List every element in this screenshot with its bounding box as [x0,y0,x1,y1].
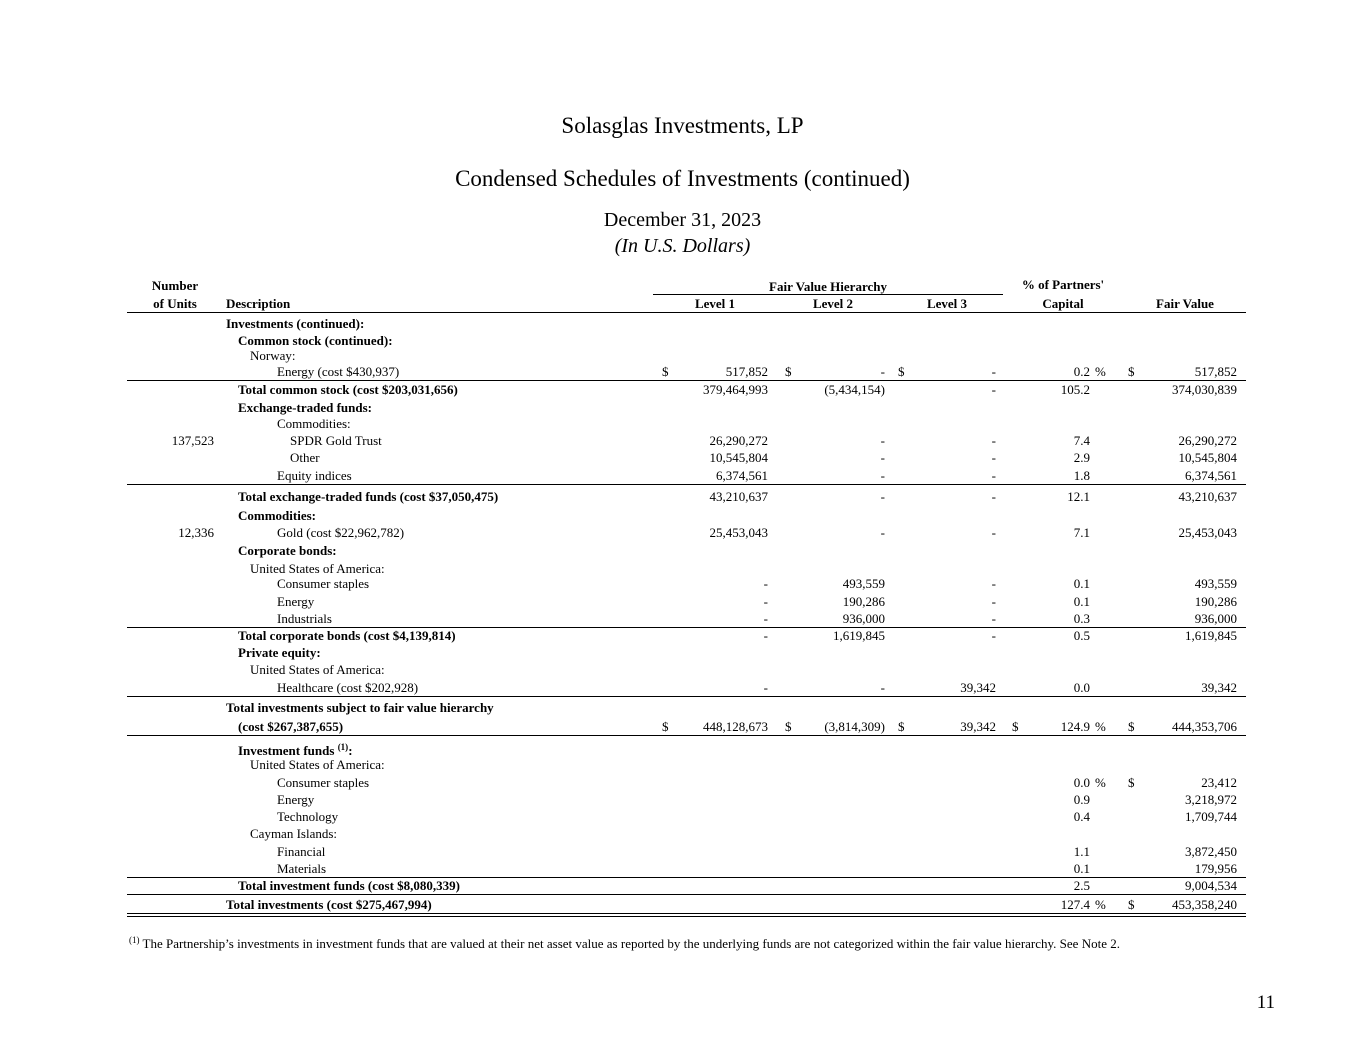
cell-l2: - [880,364,885,379]
row-description-text: Total common stock (cost $203,031,656) [238,382,458,397]
cell-fv: 3,218,972 [1185,792,1237,807]
cell-fv: 3,872,450 [1185,844,1237,859]
cell-l1: 379,464,993 [703,382,768,397]
row-description [250,662,385,677]
cell-fv: 374,030,839 [1172,382,1237,397]
cell-pct: 2.5 [1073,878,1090,893]
row-description-text: Investments (continued): [226,316,365,331]
footnote [129,935,1120,952]
row-description [238,645,321,660]
currency-note: (In U.S. Dollars) [614,235,751,257]
row-description-text: Energy [277,594,315,609]
row-description [277,861,326,876]
row-description-text: Cayman Islands: [250,826,338,841]
row-description [250,348,296,363]
cell-l2: - [880,525,885,540]
row-description-text: Investment funds [238,743,335,758]
cell-l3: - [991,628,996,643]
cell-fv: 517,852 [1194,364,1237,379]
cell-l3: - [991,468,996,483]
row-description [238,628,456,643]
cell-l2: - [880,489,885,504]
cell-pct: 0.0 [1073,680,1090,695]
row-description [277,594,314,609]
row-description [277,416,351,431]
row-description-text: Industrials [277,611,332,626]
cell-pctu: % [1095,719,1106,734]
row-description-text: Financial [277,844,326,859]
cell-l1: 43,210,637 [709,489,768,504]
row-description [277,611,332,626]
cell-pctu: % [1095,775,1106,790]
footnote-marker: (1) [129,935,140,945]
row-description-text: Commodities: [277,416,351,431]
cell-pct: 1.1 [1073,844,1090,859]
cell-fv: 25,453,043 [1178,525,1237,540]
cell-l1: 448,128,673 [703,719,768,734]
cell-pctd: $ [1012,719,1019,734]
cell-l1: 10,545,804 [709,450,768,465]
cell-fv: 190,286 [1194,594,1237,609]
cell-pct: 1.8 [1073,468,1090,483]
row-description-text: Technology [277,809,339,824]
header-fair-value: Fair Value [1156,296,1214,311]
cell-fv: 43,210,637 [1178,489,1237,504]
row-description-suffix: : [348,743,353,758]
row-description-text: Materials [277,861,327,876]
cell-pct: 7.4 [1073,433,1090,448]
row-description [238,878,460,893]
cell-pct: 0.9 [1073,792,1090,807]
cell-l1: 25,453,043 [709,525,768,540]
header-level-2: Level 2 [812,296,854,311]
header-description: Description [226,296,291,311]
row-rule [127,696,1246,697]
cell-fv: 26,290,272 [1178,433,1237,448]
header-pct-line2: Capital [1042,296,1084,311]
row-description [277,844,325,859]
cell-l2: 1,619,845 [833,628,885,643]
cell-l3: - [991,576,996,591]
row-description-text: Healthcare (cost $202,928) [277,680,419,695]
cell-pct: 0.2 [1073,364,1090,379]
footnote-text: The Partnership’s investments in investment funds that are valued at their net asset value as reported by the underlying funds are not categorized within the fair value hierarchy. See Note 2. [139,936,1120,951]
row-description [238,719,343,734]
cell-l2: (5,434,154) [824,382,885,397]
cell-pct: 0.1 [1073,594,1090,609]
cell-l2: - [880,450,885,465]
cell-fv: 6,374,561 [1185,468,1237,483]
cell-fvd: $ [1128,719,1135,734]
row-description [277,680,418,695]
cell-l1d: $ [662,364,669,379]
cell-fv: 936,000 [1194,611,1237,626]
cell-fv: 179,956 [1194,861,1237,876]
cell-pctu: % [1095,364,1106,379]
cell-pct: 0.3 [1073,611,1090,626]
cell-l1: 517,852 [725,364,768,379]
cell-l1d: $ [662,719,669,734]
row-double-rule [127,916,1246,917]
cell-l2: 936,000 [842,611,885,626]
cell-l3: - [991,611,996,626]
cell-units: 12,336 [178,525,214,540]
cell-fv: 23,412 [1201,775,1237,790]
cell-l3: - [991,489,996,504]
row-description-text: Commodities: [238,508,316,523]
header-units-line1: Number [151,278,199,293]
row-description [238,400,372,415]
cell-pct: 0.0 [1073,775,1090,790]
cell-l1: - [763,594,768,609]
row-description-text: Total corporate bonds (cost $4,139,814) [238,628,456,643]
cell-fv: 444,353,706 [1172,719,1237,734]
cell-pct: 0.5 [1073,628,1090,643]
row-description [238,333,393,348]
cell-l2: 190,286 [842,594,885,609]
page-number: 11 [1256,992,1275,1013]
cell-fvd: $ [1128,364,1135,379]
cell-fv: 1,709,744 [1185,809,1237,824]
cell-l1: 6,374,561 [716,468,768,483]
cell-l3: - [991,594,996,609]
cell-fv: 10,545,804 [1178,450,1237,465]
cell-l2: (3,814,309) [824,719,885,734]
row-description-text: Gold (cost $22,962,782) [277,525,405,540]
row-description-text: Total investments (cost $275,467,994) [226,897,432,912]
row-description-text: United States of America: [250,757,385,772]
report-title: Condensed Schedules of Investments (continued) [455,166,910,191]
report-date: December 31, 2023 [603,209,762,231]
cell-pct: 0.1 [1073,861,1090,876]
cell-l1: - [763,576,768,591]
row-description [277,364,399,379]
cell-l1: - [763,680,768,695]
cell-fv: 9,004,534 [1185,878,1237,893]
row-rule [127,894,1246,895]
row-description-text: United States of America: [250,561,385,576]
cell-fv: 453,358,240 [1172,897,1237,912]
row-description [277,809,338,824]
cell-l1: - [763,628,768,643]
row-description-text: Energy (cost $430,937) [277,364,400,379]
row-description [226,700,494,715]
row-description-text: Exchange-traded funds: [238,400,372,415]
cell-l1: - [763,611,768,626]
cell-l3: - [991,450,996,465]
cell-pct: 127.4 [1060,897,1090,912]
row-rule [127,913,1246,914]
row-description-text: Norway: [250,348,296,363]
cell-l3d: $ [898,719,905,734]
row-rule [127,735,1246,736]
header-units-line2: of Units [153,296,197,311]
row-description [290,433,382,448]
row-description [226,897,432,912]
cell-pct: 2.9 [1073,450,1090,465]
cell-l2: 493,559 [842,576,885,591]
cell-fv: 493,559 [1194,576,1237,591]
row-description [277,775,369,790]
row-rule [127,484,1246,485]
header-fair-value-hierarchy: Fair Value Hierarchy [769,279,887,294]
cell-pct: 0.4 [1073,809,1090,824]
row-description [277,525,404,540]
cell-pctu: % [1095,897,1106,912]
fvh-underline [653,294,1003,295]
row-description-text: Total investment funds (cost $8,080,339) [238,878,460,893]
row-rule [127,380,1246,381]
row-description [277,576,369,591]
cell-l1: 26,290,272 [709,433,768,448]
cell-l2: - [880,468,885,483]
row-description [238,382,458,397]
header-level-1: Level 1 [694,296,736,311]
row-description [238,508,316,523]
row-description [238,489,498,504]
row-description-text: Total investments subject to fair value hierarchy [226,700,494,715]
cell-fv: 39,342 [1201,680,1237,695]
row-description-text: Total exchange-traded funds (cost $37,050,475) [238,489,499,504]
cell-l3: - [991,364,996,379]
row-description-text: SPDR Gold Trust [290,433,382,448]
cell-l2: - [880,433,885,448]
cell-fv: 1,619,845 [1185,628,1237,643]
row-description-text: (cost $267,387,655) [238,719,344,734]
row-description [238,740,353,758]
row-description-text: Consumer staples [277,775,370,790]
cell-l2d: $ [785,364,792,379]
footnote-reference: (1) [337,742,349,752]
row-description [238,543,337,558]
cell-fvd: $ [1128,897,1135,912]
row-description [250,826,337,841]
row-description [250,757,385,772]
cell-pct: 124.9 [1060,719,1090,734]
row-description-text: United States of America: [250,662,385,677]
header-rule [127,312,1246,313]
row-description-text: Corporate bonds: [238,543,337,558]
cell-pct: 12.1 [1067,489,1090,504]
cell-pct: 0.1 [1073,576,1090,591]
cell-l2d: $ [785,719,792,734]
row-description-text: Energy [277,792,315,807]
row-description-text: Private equity: [238,645,321,660]
company-name: Solasglas Investments, LP [561,113,804,138]
row-description [250,561,385,576]
cell-l3: - [991,525,996,540]
row-description-text: Equity indices [277,468,352,483]
cell-pct: 105.2 [1060,382,1090,397]
cell-l3: - [991,382,996,397]
row-description-text: Other [290,450,320,465]
row-description [226,316,364,331]
row-description-text: Common stock (continued): [238,333,393,348]
row-description [277,468,352,483]
cell-pct: 7.1 [1073,525,1090,540]
header-level-3: Level 3 [926,296,968,311]
header-pct-line1: % of Partners' [1021,277,1105,292]
cell-l2: - [880,680,885,695]
cell-l3: - [991,433,996,448]
row-description-text: Consumer staples [277,576,370,591]
cell-l3: 39,342 [960,719,996,734]
cell-l3: 39,342 [960,680,996,695]
cell-fvd: $ [1128,775,1135,790]
cell-l3d: $ [898,364,905,379]
cell-units: 137,523 [171,433,214,448]
row-description [277,792,314,807]
row-description [290,450,320,465]
